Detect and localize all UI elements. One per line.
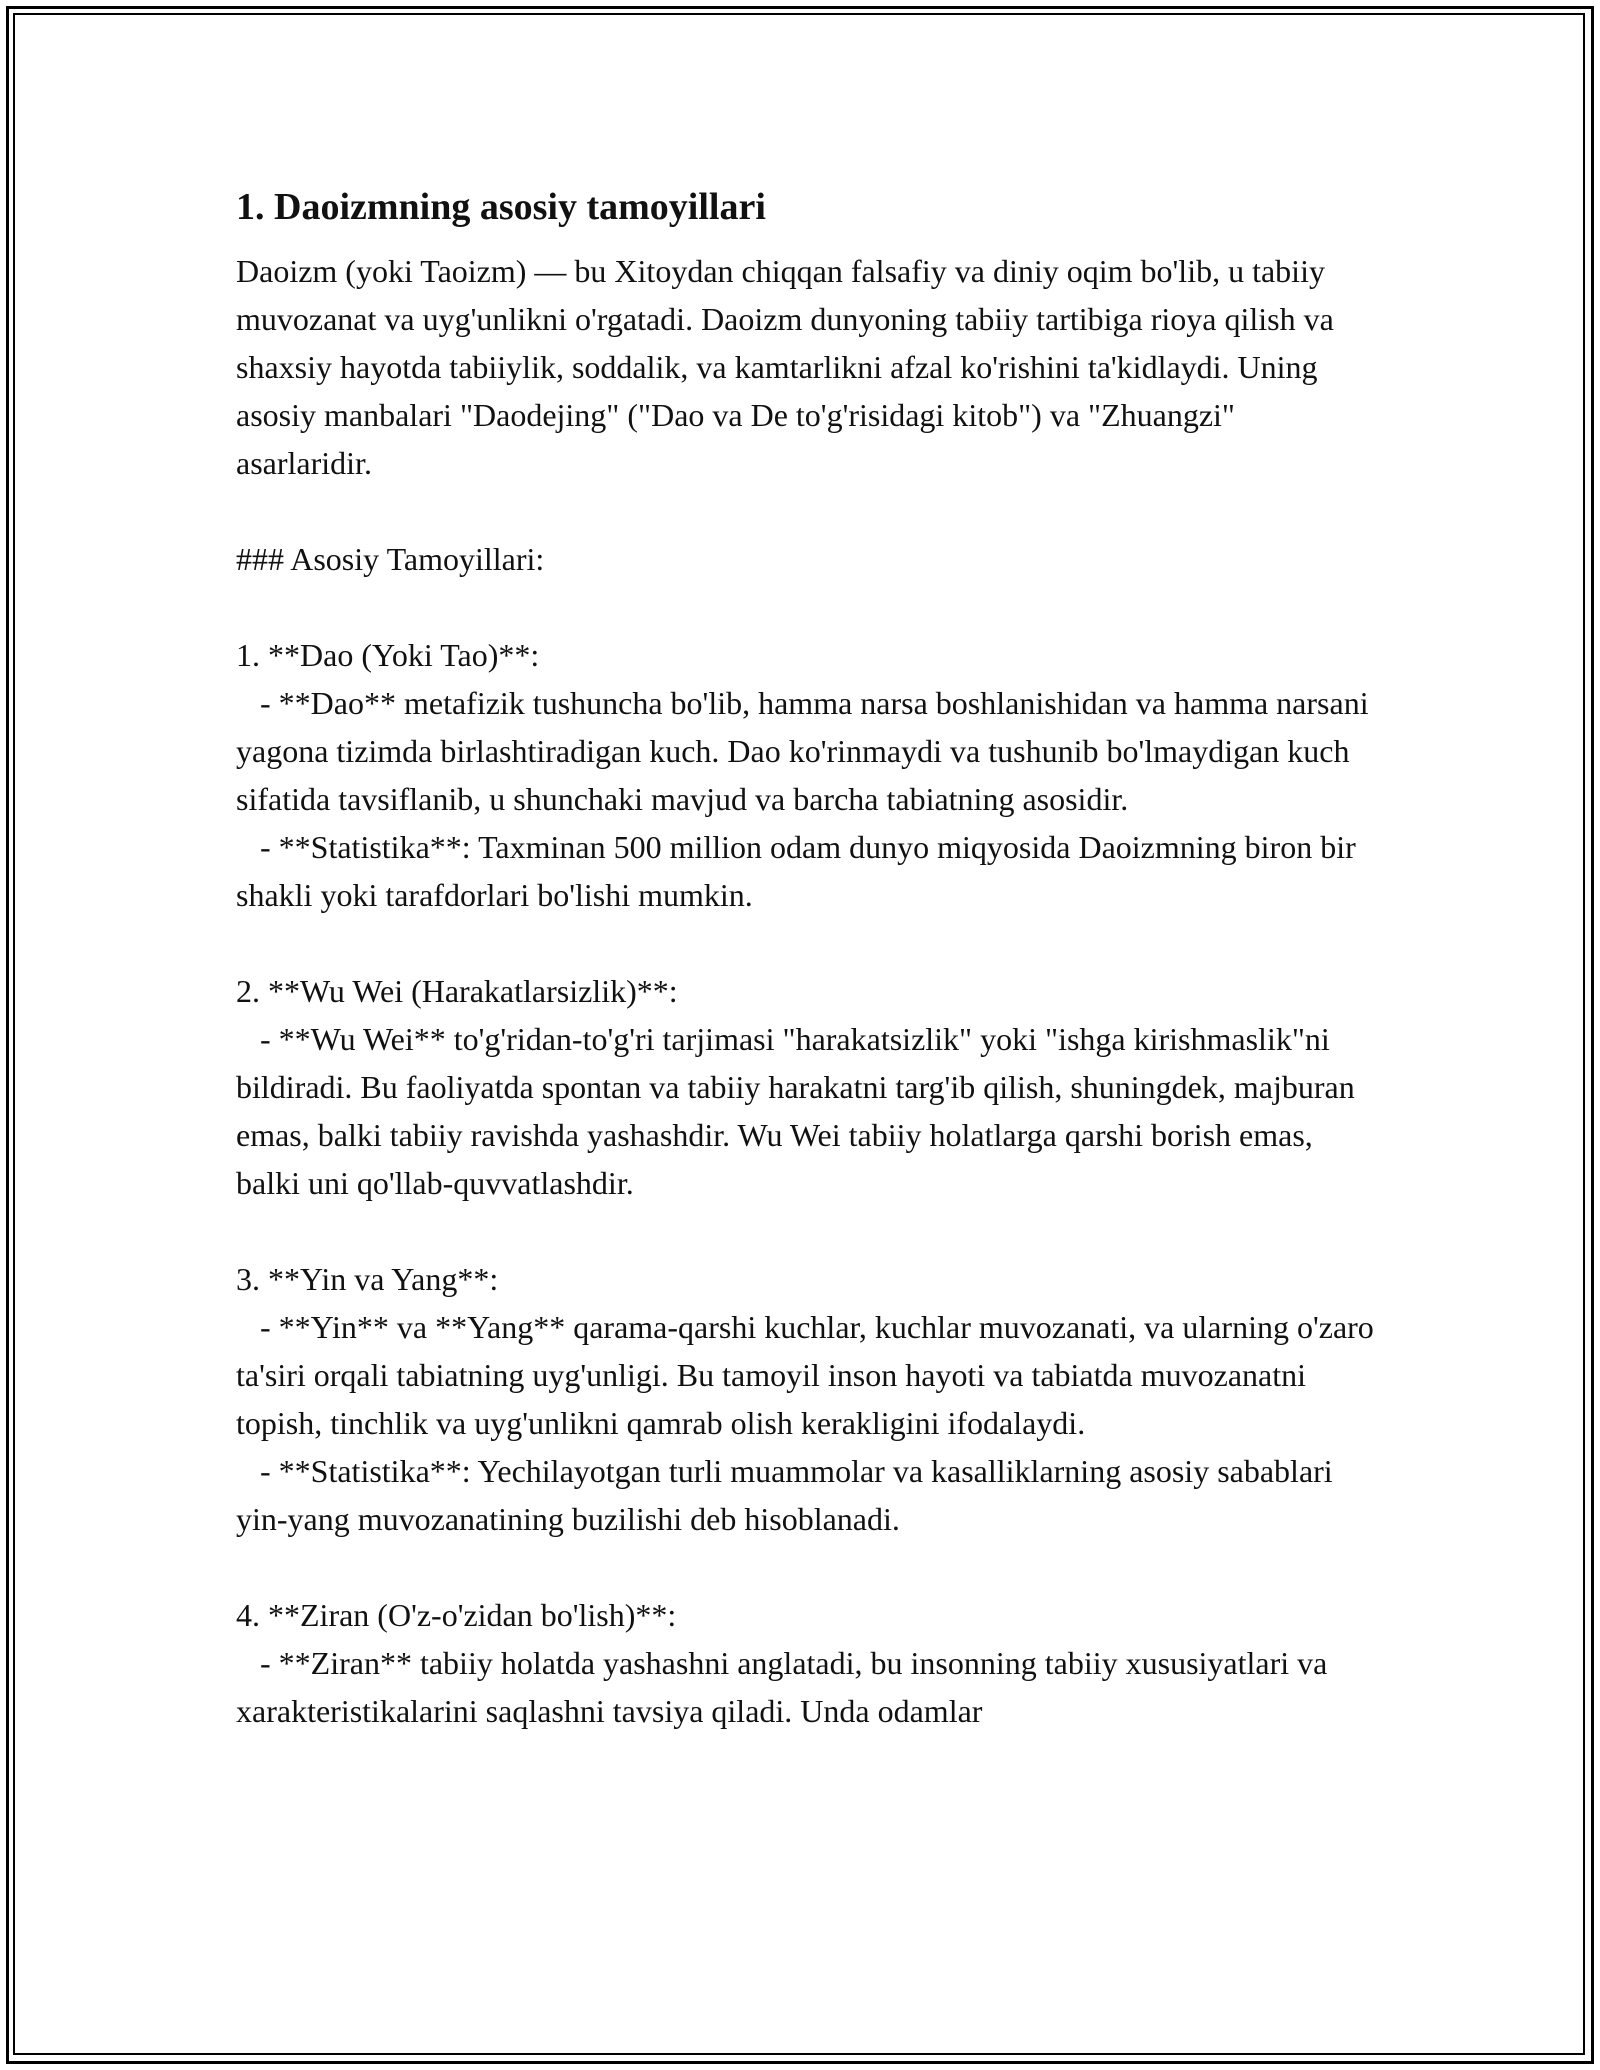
document-body: Daoizm (yoki Taoizm) — bu Xitoydan chiqqan falsafiy va diniy oqim bo'lib, u tabiiy muvozanat va uyg'unlikni o'rgatadi. Daoizm dunyoning tabiiy tartibiga rioya qilish va shaxsiy hayotda tabiiylik, soddalik, va kamtarlikni afzal ko'rishini ta'kidlaydi. Uning asosiy manbalari "Daodejing" ("Dao va De to'g'risidagi kitob") va "Zhuangzi" asarlaridir. ### Asosiy Tamoyillari: 1. **Dao (Yoki Tao)**: - **Dao** metafizik tushuncha bo'lib, hamma narsa boshlanishidan va hamma narsani yagona tizimda birlashtiradigan kuch. Dao ko'rinmaydi va tushunib bo'lmaydigan kuch sifatida tavsiflanib, u shunchaki mavjud va barcha tabiatning asosidir. - **Statistika**: Taxminan 500 million odam dunyo miqyosida Daoizmning biron bir shakli yoki tarafdorlari bo'lishi mumkin. 2. **Wu Wei (Harakatlarsizlik)**: - **Wu Wei** to'g'ridan-to'g'ri tarjimasi "harakatsizlik" yoki "ishga kirishmaslik"ni bildiradi. Bu faoliyatda spontan va tabiiy harakatni targ'ib qilish, shuningdek, majburan emas, balki tabiiy ravishda yashashdir. Wu Wei tabiiy holatlarga qarshi borish emas, balki uni qo'llab-quvvatlashdir. 3. **Yin va Yang**: - **Yin** va **Yang** qarama-qarshi kuchlar, kuchlar muvozanati, va ularning o'zaro ta'siri orqali tabiatning uyg'unligi. Bu tamoyil inson hayoti va tabiatda muvozanatni topish, tinchlik va uyg'unlikni qamrab olish kerakligini ifodalaydi. - **Statistika**: Yechilayotgan turli muammolar va kasalliklarning asosiy sabablari yin-yang muvozanatining buzilishi deb hisoblanadi. 4. **Ziran (O'z-o'zidan bo'lish)**: - **Ziran** tabiiy holatda yashashni anglatadi, bu insonning tabiiy xususiyatlari va xarakteristikalarini saqlashni tavsiya qiladi. Unda odamlar [236,253,1374,1729]
document-title: 1. Daoizmning asosiy tamoyillari [236,186,766,228]
document-content [236,183,1376,1735]
